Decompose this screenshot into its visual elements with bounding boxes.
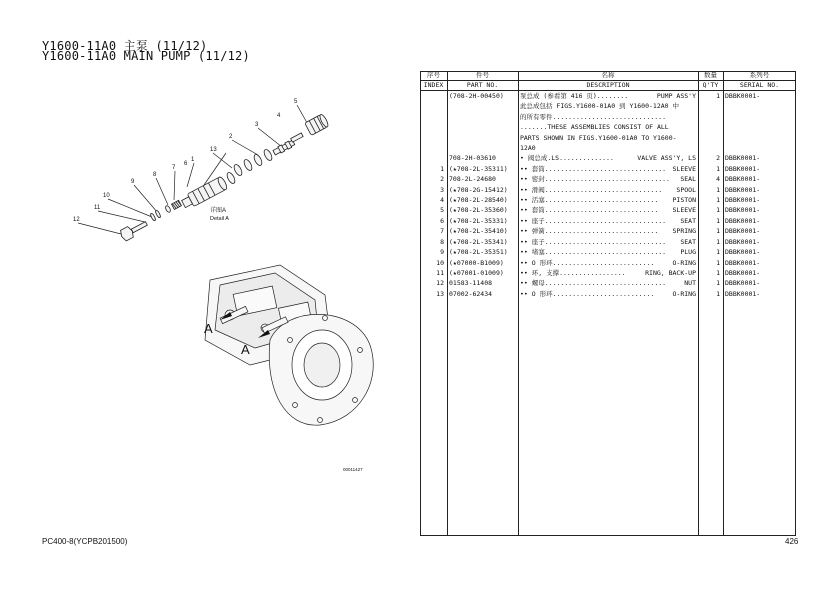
callout-2: 2	[229, 134, 233, 140]
row-quantity: 1	[716, 258, 720, 267]
row-description-cn: 此总成包括 FIGS.Y1600-01A0 到 Y1600-12A0 中	[520, 102, 679, 111]
row-serial-no: DBBK0001-	[725, 196, 761, 205]
row-description-cn: •• 滑阀..............................	[520, 185, 663, 194]
parts-table-container	[420, 71, 796, 536]
row-description-cn: •• 弹簧.............................	[520, 227, 659, 236]
table-row	[420, 268, 796, 278]
page-title-en: Y1600-11A0 MAIN PUMP (11/12)	[42, 49, 250, 63]
header-qty-en: Q'TY	[698, 81, 723, 91]
row-description-en: SPRING	[672, 227, 696, 236]
detail-label-cn: 详图A	[210, 208, 227, 214]
callout-7: 7	[172, 165, 176, 171]
row-part-no: (★708-2L-35331)	[449, 216, 508, 225]
row-quantity: 1	[716, 237, 720, 246]
row-index: 1	[440, 164, 444, 173]
page-title-cn: Y1600-11A0 主泵 (11/12)	[42, 39, 208, 53]
row-part-no	[447, 101, 518, 111]
row-index	[420, 91, 447, 102]
row-part-no: (★708-2G-15412)	[449, 185, 508, 194]
row-serial-no: DBBK0001-	[725, 268, 761, 277]
row-description	[518, 91, 698, 102]
row-description-cn: PARTS SHOWN IN FIGS.Y1600-01A0 TO Y1600-	[520, 133, 677, 142]
callout-3: 3	[255, 122, 259, 128]
table-header-en	[420, 81, 796, 91]
row-description-en: PUMP ASS'Y	[656, 92, 696, 100]
row-description-en: RING, BACK-UP	[645, 268, 696, 277]
row-quantity: 1	[716, 185, 720, 194]
row-serial-no: DBBK0001-	[725, 164, 761, 173]
row-quantity	[698, 133, 723, 143]
callout-12: 12	[73, 217, 80, 223]
header-desc-en: DESCRIPTION	[518, 81, 698, 91]
row-serial-no: DBBK0001-	[725, 227, 761, 236]
row-serial-no: DBBK0001-	[725, 92, 761, 100]
row-index	[420, 153, 447, 163]
table-row	[420, 101, 796, 111]
row-quantity	[698, 143, 723, 153]
row-description-en: PISTON	[672, 196, 696, 205]
table-row	[420, 112, 796, 122]
row-description-cn: •• 座子...............................	[520, 237, 667, 246]
row-description	[518, 289, 698, 299]
callout-5: 5	[294, 99, 298, 105]
row-quantity: 1	[716, 227, 720, 236]
row-part-no: (★07000-B1009)	[449, 258, 504, 267]
row-part-no: 708-2H-03610	[449, 154, 496, 163]
table-row	[420, 153, 796, 163]
row-part-no: (★708-2L-35360)	[449, 206, 508, 215]
row-part-no: 07002-62434	[449, 289, 493, 298]
row-quantity: 4	[716, 175, 720, 184]
table-header-cn	[420, 71, 796, 81]
row-description	[518, 101, 698, 111]
row-description	[518, 195, 698, 205]
row-description	[518, 268, 698, 278]
detail-label-en: Detail A	[210, 216, 229, 222]
table-row	[420, 278, 796, 288]
row-part-no: (★708-2L-35410)	[449, 227, 508, 236]
row-part-no: (★07001-01009)	[449, 268, 504, 277]
row-index	[420, 112, 447, 122]
callout-13: 13	[210, 147, 217, 153]
row-description	[518, 143, 698, 153]
table-row	[420, 143, 796, 153]
table-row	[420, 205, 796, 215]
row-index: 11	[436, 268, 444, 277]
header-qty-cn: 数量	[698, 71, 723, 81]
row-description-en: O-RING	[672, 258, 696, 267]
table-row	[420, 91, 796, 102]
row-index: 2	[440, 175, 444, 184]
row-description	[518, 112, 698, 122]
row-description	[518, 153, 698, 163]
row-description-cn: 12A0	[520, 144, 536, 153]
row-description	[518, 205, 698, 215]
row-quantity: 1	[716, 248, 720, 257]
footer-model: PC400-8(YCPB201500)	[42, 537, 128, 546]
callout-8: 8	[153, 172, 157, 178]
row-index	[420, 143, 447, 153]
table-row	[420, 226, 796, 236]
row-serial-no	[723, 133, 796, 143]
row-quantity: 1	[716, 216, 720, 225]
row-description-en: SPOOL	[676, 185, 696, 194]
row-quantity: 2	[716, 154, 720, 163]
table-row	[420, 174, 796, 184]
row-description-cn: •• 堵塞...............................	[520, 248, 667, 257]
row-serial-no	[723, 143, 796, 153]
row-description-cn: •• 环, 支撑.................	[520, 268, 626, 277]
row-description-en: SEAL	[680, 175, 696, 184]
row-index	[420, 122, 447, 132]
row-description-en: SLEEVE	[672, 206, 696, 215]
row-description-en: PLUG	[680, 248, 696, 257]
row-serial-no: DBBK0001-	[725, 206, 761, 215]
row-index: 6	[440, 216, 444, 225]
row-quantity: 1	[716, 289, 720, 298]
header-desc-cn: 名称	[518, 71, 698, 81]
row-index: 5	[440, 206, 444, 215]
row-index: 13	[436, 289, 444, 298]
table-row	[420, 195, 796, 205]
row-description-cn: •• O 形环..........................	[520, 258, 655, 267]
row-part-no: (★708-2L-28540)	[449, 196, 508, 205]
row-quantity	[698, 101, 723, 111]
row-description-cn: •• 螺母...............................	[520, 279, 667, 288]
row-quantity	[698, 112, 723, 122]
row-index: 8	[440, 237, 444, 246]
row-quantity: 1	[716, 279, 720, 288]
row-quantity	[698, 122, 723, 132]
row-quantity: 1	[716, 196, 720, 205]
table-row	[420, 258, 796, 268]
row-serial-no: DBBK0001-	[725, 216, 761, 225]
header-serial-en: SERIAL NO.	[723, 81, 796, 91]
view-arrow-a-1: A	[204, 321, 213, 336]
table-row	[420, 216, 796, 226]
row-serial-no: DBBK0001-	[725, 289, 761, 298]
callout-9: 9	[131, 179, 135, 185]
row-description-cn: • 阀总成.LS..............	[520, 154, 614, 163]
header-index-cn: 序号	[420, 71, 447, 81]
diagram-reference: 00011427	[343, 467, 363, 472]
row-index: 9	[440, 248, 444, 257]
row-part-no	[447, 122, 518, 132]
row-serial-no: DBBK0001-	[725, 175, 761, 184]
row-part-no	[447, 112, 518, 122]
row-part-no: 01583-11408	[449, 279, 493, 288]
row-description-cn: .......THESE ASSEMBLIES CONSIST OF ALL	[520, 123, 669, 132]
row-description-en: NUT	[684, 279, 696, 288]
table-row	[420, 289, 796, 299]
footer-page-number: 426	[785, 537, 799, 546]
row-description-cn: 泵总成 (参看第 416 页)........	[520, 92, 629, 100]
table-row	[420, 133, 796, 143]
exploded-parts-diagram	[70, 90, 410, 490]
table-row	[420, 247, 796, 257]
header-index-en: INDEX	[420, 81, 447, 91]
parts-table	[420, 71, 796, 299]
row-index: 10	[436, 258, 444, 267]
view-arrow-a-2: A	[241, 342, 250, 357]
row-quantity: 1	[716, 268, 720, 277]
table-row	[420, 164, 796, 174]
row-description	[518, 133, 698, 143]
row-description	[518, 237, 698, 247]
row-serial-no: DBBK0001-	[725, 248, 761, 257]
row-part-no: 708-2L-24680	[449, 175, 496, 184]
header-part-en: PART NO.	[447, 81, 518, 91]
row-description-cn: •• 套筒.............................	[520, 206, 659, 215]
row-description	[518, 185, 698, 195]
row-part-no: (708-2H-00450)	[449, 92, 504, 100]
row-part-no: (★708-2L-35311)	[449, 164, 508, 173]
table-row	[420, 122, 796, 132]
row-index: 7	[440, 227, 444, 236]
table-row	[420, 185, 796, 195]
row-part-no: (★708-2L-35351)	[449, 248, 508, 257]
row-description-en: O-RING	[672, 289, 696, 298]
row-serial-no	[723, 122, 796, 132]
row-part-no: (★708-2L-35341)	[449, 237, 508, 246]
row-description-cn: •• 座子...............................	[520, 216, 667, 225]
row-index: 3	[440, 185, 444, 194]
row-description	[518, 216, 698, 226]
row-description-cn: •• 套筒...............................	[520, 164, 667, 173]
row-description	[518, 278, 698, 288]
row-description-en: SEAT	[680, 216, 696, 225]
row-description-en: SEAT	[680, 237, 696, 246]
callout-11: 11	[94, 205, 101, 211]
row-index: 12	[436, 279, 444, 288]
row-part-no	[447, 143, 518, 153]
row-serial-no	[723, 101, 796, 111]
row-description	[518, 258, 698, 268]
row-description	[518, 226, 698, 236]
row-description	[518, 122, 698, 132]
callout-4: 4	[277, 113, 281, 119]
row-index	[420, 133, 447, 143]
row-description-cn: 的所有零件.............................	[520, 112, 666, 121]
row-serial-no: DBBK0001-	[725, 237, 761, 246]
row-serial-no: DBBK0001-	[725, 258, 761, 267]
row-description-cn: •• 活塞.............................	[520, 196, 659, 205]
row-part-no	[447, 133, 518, 143]
header-part-cn: 件号	[447, 71, 518, 81]
row-description-en: SLEEVE	[672, 164, 696, 173]
row-quantity: 1	[716, 92, 720, 100]
row-quantity: 1	[716, 164, 720, 173]
row-serial-no: DBBK0001-	[725, 185, 761, 194]
row-description	[518, 174, 698, 184]
row-description-cn: •• O 形环..........................	[520, 289, 655, 298]
callout-6: 6	[184, 161, 188, 167]
row-description-cn: •• 密封................................	[520, 175, 670, 184]
row-description	[518, 247, 698, 257]
callout-10: 10	[103, 193, 110, 199]
row-serial-no: DBBK0001-	[725, 154, 761, 163]
row-description-en: VALVE ASS'Y, LS	[637, 154, 696, 163]
table-row	[420, 237, 796, 247]
row-serial-no: DBBK0001-	[725, 279, 761, 288]
row-index: 4	[440, 196, 444, 205]
callout-1: 1	[191, 157, 195, 163]
row-description	[518, 164, 698, 174]
row-serial-no	[723, 112, 796, 122]
header-serial-cn: 系列号	[723, 71, 796, 81]
row-quantity: 1	[716, 206, 720, 215]
row-index	[420, 101, 447, 111]
